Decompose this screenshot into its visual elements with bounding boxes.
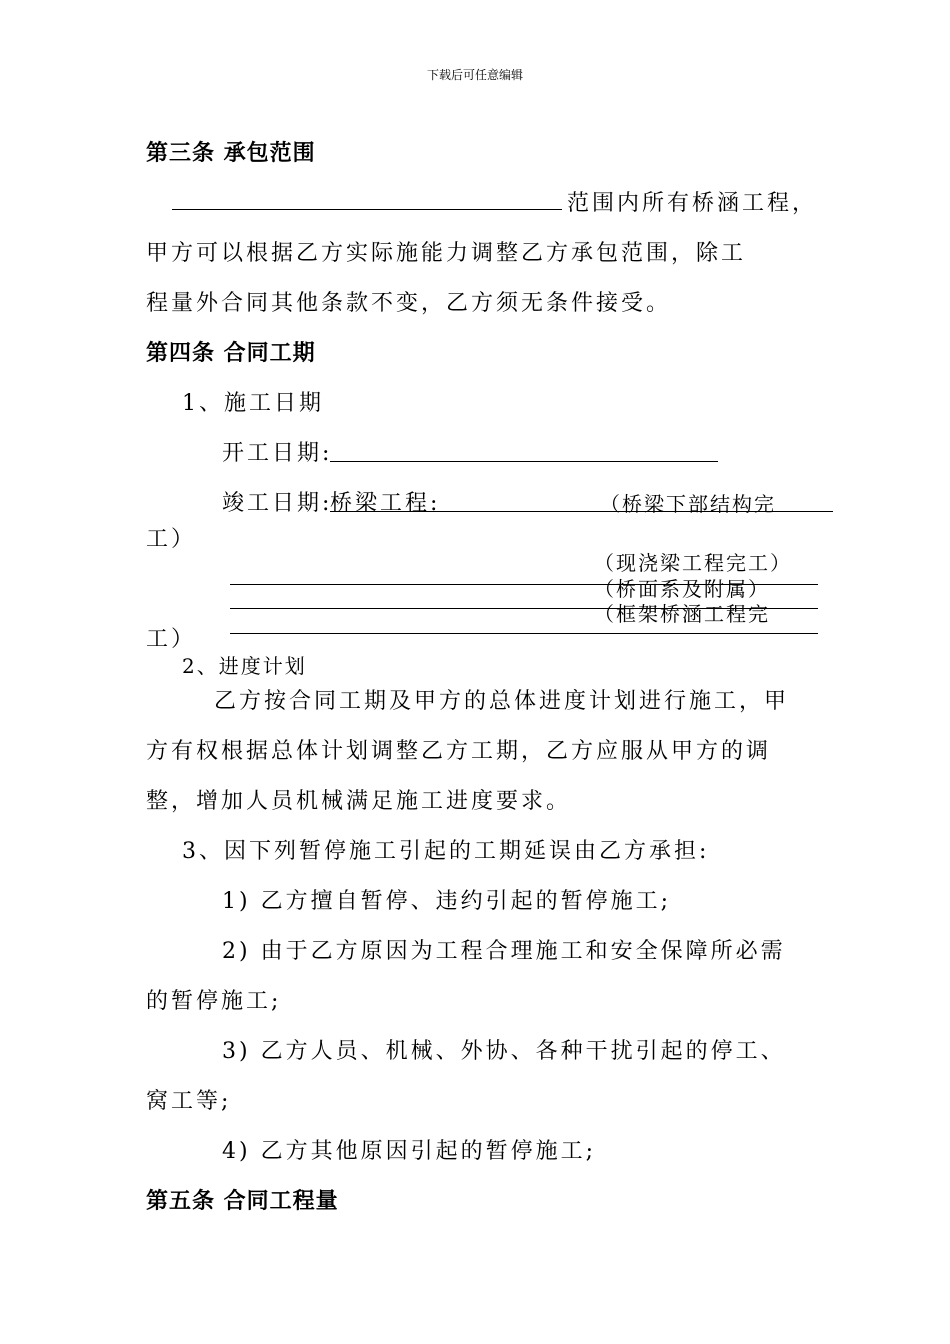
end-bridge-note-cont: 工） (146, 527, 197, 552)
item3-sub1: 1) 乙方擅自暂停、违约引起的暂停施工; (222, 889, 671, 914)
note-deck: （桥面系及附属） (594, 577, 770, 601)
item2-para-line1: 乙方按合同工期及甲方的总体进度计划进行施工，甲 (214, 689, 790, 714)
item3-sub3-line2: 窝工等; (146, 1089, 232, 1114)
blank-line-frame (230, 633, 818, 634)
item2-label: 2、进度计划 (182, 654, 307, 678)
item3-sub4: 4) 乙方其他原因引起的暂停施工; (222, 1139, 596, 1164)
scope-blank-line (172, 209, 562, 210)
end-date-label: 竣工日期: (222, 491, 333, 516)
start-date-label: 开工日期: (222, 441, 333, 466)
end-bridge-note: （桥梁下部结构完 (600, 492, 776, 516)
note-frame-cont: 工） (146, 627, 197, 652)
item3-sub2-line2: 的暂停施工; (146, 989, 282, 1014)
article3-line2: 甲方可以根据乙方实际施能力调整乙方承包范围，除工 (146, 241, 747, 266)
page-header-watermark: 下载后可任意编辑 (426, 68, 523, 82)
item1-label: 1、施工日期 (182, 391, 324, 416)
note-cast-beam: （现浇梁工程完工） (594, 551, 792, 575)
end-date-underline (330, 511, 833, 512)
article3-line3: 程量外合同其他条款不变，乙方须无条件接受。 (146, 291, 672, 316)
item2-para-line2: 方有权根据总体计划调整乙方工期，乙方应服从甲方的调 (146, 739, 772, 764)
end-bridge-label: 桥梁工程: (330, 491, 441, 516)
article5-title: 第五条 合同工程量 (146, 1188, 339, 1214)
item3-sub2-line1: 2) 由于乙方原因为工程合理施工和安全保障所必需 (222, 939, 786, 964)
article3-title: 第三条 承包范围 (146, 140, 316, 166)
start-date-blank-line (330, 461, 718, 462)
note-frame: （框架桥涵工程完 (594, 602, 770, 626)
article3-line1: 范围内所有桥涵工程， (567, 191, 818, 216)
item3-sub3-line1: 3) 乙方人员、机械、外协、各种干扰引起的停工、 (222, 1039, 786, 1064)
article4-title: 第四条 合同工期 (146, 340, 316, 366)
item2-para-line3: 整，增加人员机械满足施工进度要求。 (146, 789, 572, 814)
item3-label: 3、因下列暂停施工引起的工期延误由乙方承担: (182, 839, 710, 864)
